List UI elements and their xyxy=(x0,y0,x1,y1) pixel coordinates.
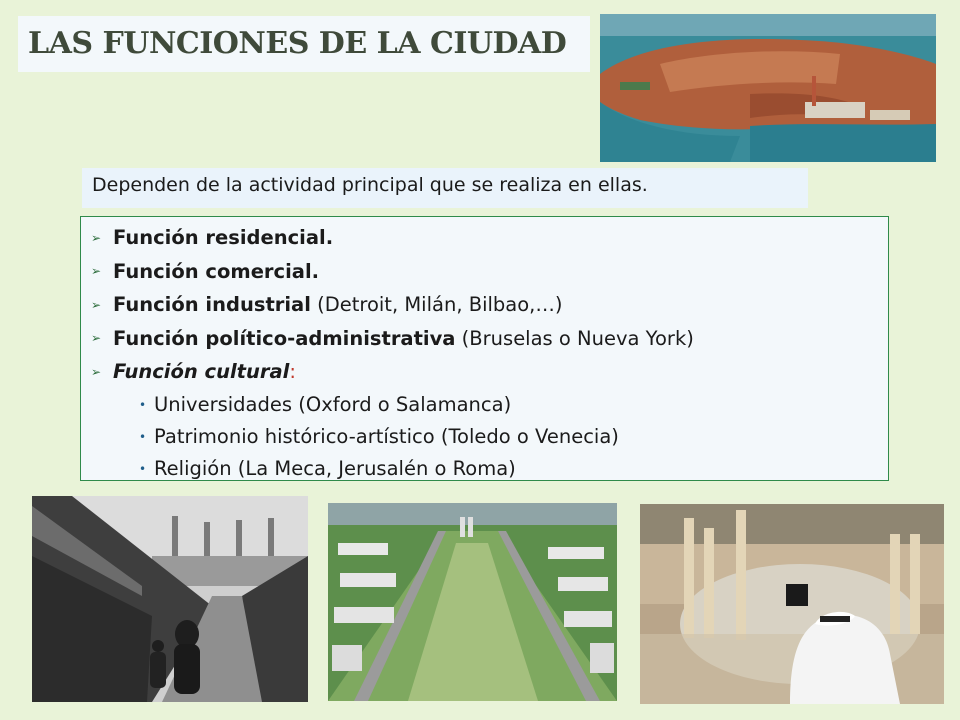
function-label: Función comercial. xyxy=(113,259,320,283)
function-item-political xyxy=(91,322,888,356)
function-detail: : xyxy=(289,360,296,384)
title-box xyxy=(18,16,590,72)
arrow-bullet-icon: ➢ xyxy=(91,230,102,245)
cultural-subitem-text: Universidades (Oxford o Salamanca) xyxy=(154,393,512,416)
function-label: Función industrial xyxy=(113,293,311,317)
cultural-subitem-text: Patrimonio histórico-artístico (Toledo o Venecia) xyxy=(154,425,619,448)
arrow-bullet-icon: ➢ xyxy=(91,331,102,346)
arrow-bullet-icon: ➢ xyxy=(91,297,102,312)
slide-title: LAS FUNCIONES DE LA CIUDAD xyxy=(28,26,567,61)
function-detail: (Bruselas o Nueva York) xyxy=(455,326,694,350)
function-item-industrial xyxy=(91,288,888,322)
function-detail: (Detroit, Milán, Bilbao,…) xyxy=(310,293,563,317)
cultural-subitem xyxy=(91,421,888,453)
function-item-residential xyxy=(91,221,888,255)
industrial-town-photo xyxy=(32,496,308,702)
cultural-subitem-text: Religión (La Meca, Jerusalén o Roma) xyxy=(154,457,516,480)
mecca-photo xyxy=(640,504,944,704)
dot-bullet-icon: • xyxy=(139,397,147,412)
functions-list-box xyxy=(80,216,889,481)
dot-bullet-icon: • xyxy=(139,461,147,476)
function-item-cultural xyxy=(91,355,888,389)
function-item-commercial xyxy=(91,255,888,289)
dot-bullet-icon: • xyxy=(139,429,147,444)
venice-aerial-photo xyxy=(600,14,936,162)
subtitle-box xyxy=(82,168,808,208)
subtitle-text: Dependen de la actividad principal que se realiza en ellas. xyxy=(92,174,648,196)
function-label: Función cultural xyxy=(113,360,290,384)
function-label: Función político-administrativa xyxy=(113,326,456,350)
cultural-subitem xyxy=(91,389,888,421)
brasilia-aerial-photo xyxy=(328,503,617,701)
arrow-bullet-icon: ➢ xyxy=(91,364,102,379)
function-label: Función residencial. xyxy=(113,226,334,250)
cultural-subitem xyxy=(91,453,888,485)
arrow-bullet-icon: ➢ xyxy=(91,264,102,279)
